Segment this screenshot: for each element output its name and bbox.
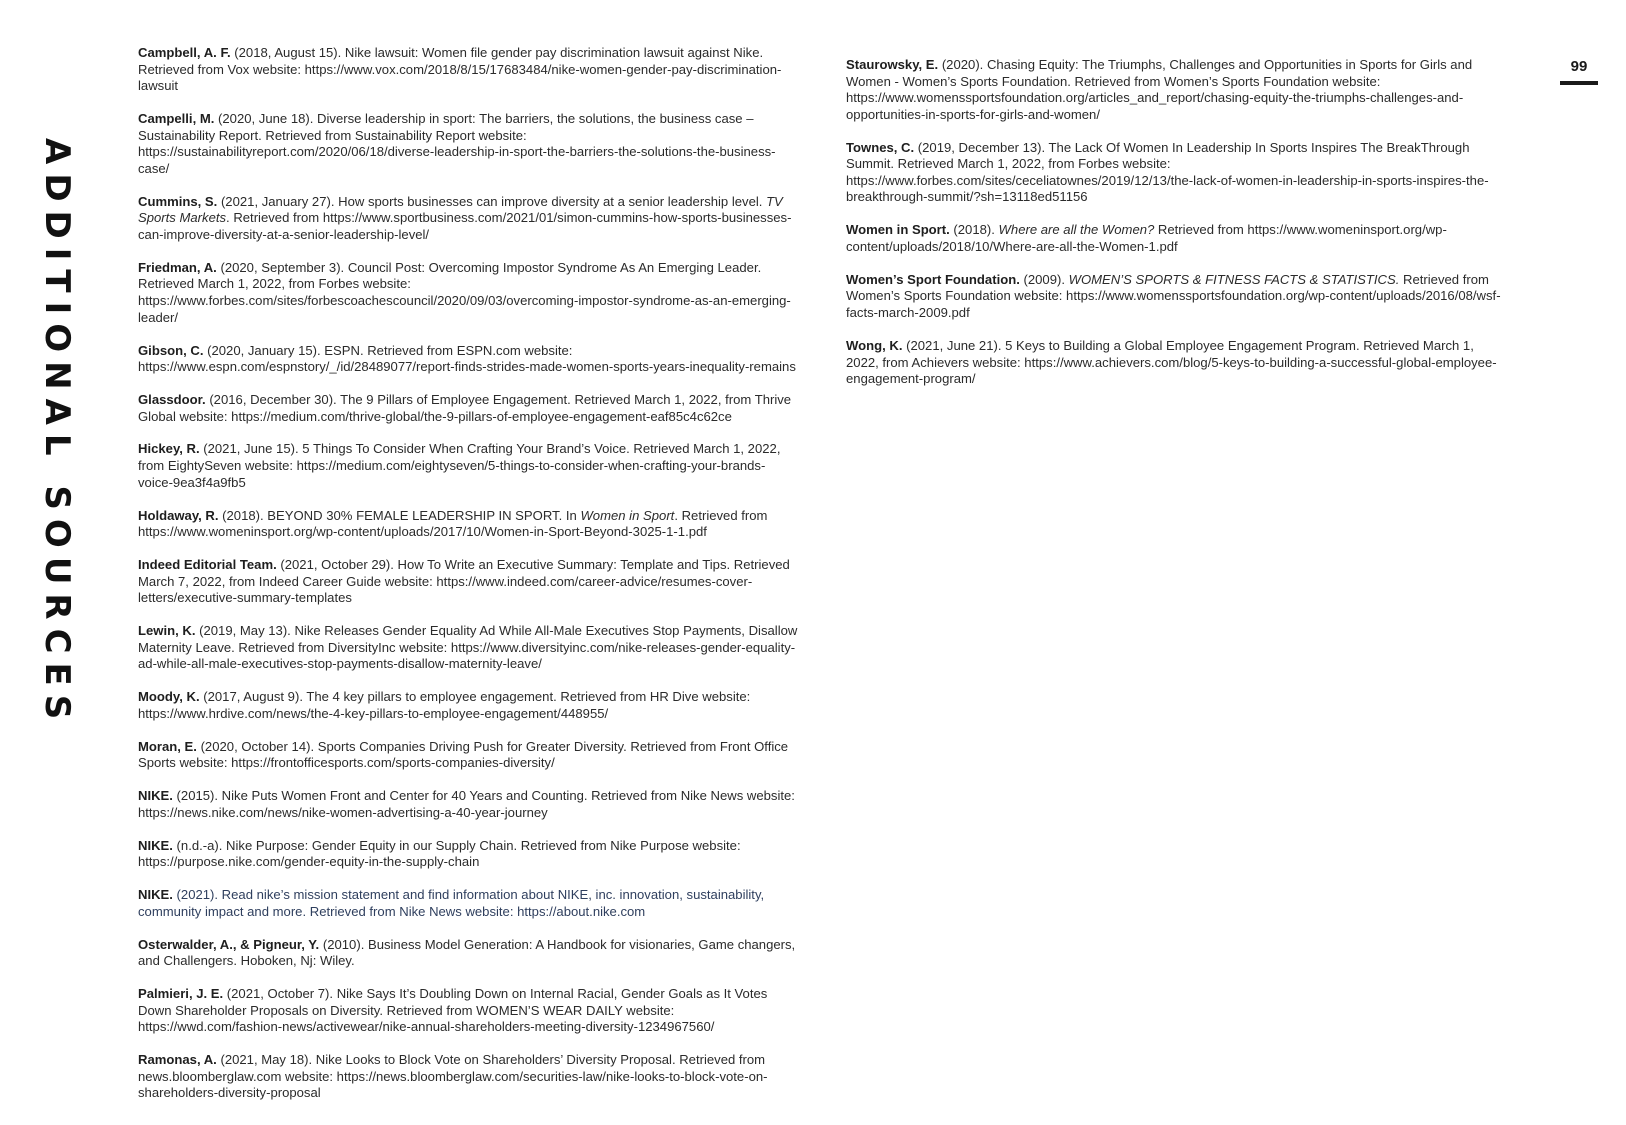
reference-entry	[138, 557, 800, 607]
reference-author: Friedman, A.	[138, 259, 217, 275]
reference-text: (2018, August 15). Nike lawsuit: Women file gender pay discrimination lawsuit against Nike. Retrieved from Vox website: https://www.vox.com/2018/8/15/17683484/nike-women-gender-pay-discrimination-lawsuit	[138, 45, 782, 94]
reference-entry	[846, 140, 1506, 206]
reference-entry	[138, 392, 800, 425]
reference-text: (2021, May 18). Nike Looks to Block Vote on Shareholders’ Diversity Proposal. Retrieved from news.bloomberglaw.com website: https://news.bloomberglaw.com/securities-law/nike-looks-to-block-vote-on-shareholders-diversity-proposal	[138, 1052, 768, 1101]
reference-author: Staurowsky, E.	[846, 57, 939, 72]
reference-author: NIKE.	[138, 837, 173, 853]
reference-text-tail: Retrieved from https://www.womeninsport.org/wp-content/uploads/2018/10/Where-are-all-the-Women-1.pdf	[846, 222, 1447, 254]
reference-text: (2021, June 15). 5 Things To Consider When Crafting Your Brand’s Voice. Retrieved March 1, 2022, from EightySeven website: https://medium.com/eightyseven/5-things-to-consider-when-crafting-your-brands-voice-9ea3f4a9fb5	[138, 441, 781, 490]
reference-text: (2016, December 30). The 9 Pillars of Employee Engagement. Retrieved March 1, 2022, from Thrive Global website: https://medium.com/thrive-global/the-9-pillars-of-employee-engagement-eaf85c4c62ce	[138, 391, 792, 424]
reference-entry	[138, 508, 800, 541]
reference-text: (2017, August 9). The 4 key pillars to employee engagement. Retrieved from HR Dive website: https://www.hrdive.com/news/the-4-key-pillars-to-employee-engagement/448955/	[138, 689, 751, 721]
reference-entry	[138, 887, 800, 920]
reference-italic-title: Women in Sport	[580, 507, 675, 523]
reference-entry	[138, 1052, 800, 1102]
reference-author: NIKE.	[138, 788, 173, 804]
reference-entry	[138, 689, 800, 722]
reference-italic-title: TV Sports Markets	[138, 193, 783, 226]
reference-author: Moran, E.	[138, 738, 197, 754]
reference-author: Hickey, R.	[138, 441, 200, 457]
reference-author: Wong, K.	[846, 337, 903, 353]
reference-text: (2019, May 13). Nike Releases Gender Equality Ad While All-Male Executives Stop Payments, Disallow Maternity Leave. Retrieved from DiversityInc website: https://www.diversityinc.com/nike-releases-gender-equality-ad-while-all-male-executives-stop-payments-disallow-maternity-leave/	[138, 623, 798, 672]
reference-entry	[138, 111, 800, 177]
page-number-rule	[1560, 81, 1598, 85]
reference-entry	[138, 788, 800, 821]
reference-text: (2021, October 29). How To Write an Executive Summary: Template and Tips. Retrieved March 7, 2022, from Indeed Career Guide website: https://www.indeed.com/career-advice/resumes-cover-letters/executive-summary-templates	[138, 557, 790, 606]
reference-text: (2021, January 27). How sports businesses can improve diversity at a senior leadership level.	[217, 193, 767, 209]
reference-text: (2020, October 14). Sports Companies Driving Push for Greater Diversity. Retrieved from Front Office Sports website: https://frontofficesports.com/sports-companies-diversity/	[138, 738, 789, 771]
reference-text: (2019, December 13). The Lack Of Women In Leadership In Sports Inspires The BreakThrough Summit. Retrieved March 1, 2022, from Forbes website: https://www.forbes.com/sites/ceceliatownes/2019/12/13/the-lack-of-women-in-leadership-in-sports-inspires-the-breakthrough-summit/?sh=13118ed51156	[846, 139, 1489, 205]
reference-author: Palmieri, J. E.	[138, 986, 224, 1002]
reference-author: Glassdoor.	[138, 391, 206, 407]
reference-italic-title: Where are all the Women?	[998, 222, 1155, 238]
reference-entry	[138, 441, 800, 491]
reference-text: (2010). Business Model Generation: A Handbook for visionaries, Game changers, and Challengers. Hoboken, Nj: Wiley.	[138, 936, 796, 969]
reference-text: (n.d.-a). Nike Purpose: Gender Equity in our Supply Chain. Retrieved from Nike Purpose website: https://purpose.nike.com/gender-equity-in-the-supply-chain	[138, 837, 741, 870]
reference-entry	[138, 986, 800, 1036]
reference-author: Lewin, K.	[138, 623, 196, 639]
reference-entry	[138, 739, 800, 772]
reference-text: (2020, January 15). ESPN. Retrieved from ESPN.com website: https://www.espn.com/espnstory/_/id/28489077/report-finds-strides-made-women-sports-years-inequality-remains	[138, 342, 796, 375]
references-left-column	[138, 45, 800, 1118]
reference-text: (2020, September 3). Council Post: Overcoming Impostor Syndrome As An Emerging Leader. Retrieved March 1, 2022, from Forbes website: https://www.forbes.com/sites/forbescoachescouncil/2020/09/03/overcoming-impostor-syndrome-as-an-emerging-leader/	[138, 259, 791, 325]
reference-author: Indeed Editorial Team.	[138, 557, 277, 573]
reference-author: Campelli, M.	[138, 111, 215, 127]
reference-author: Gibson, C.	[138, 342, 204, 358]
reference-entry	[846, 338, 1506, 388]
reference-author: Holdaway, R.	[138, 507, 219, 523]
reference-text: (2020). Chasing Equity: The Triumphs, Challenges and Opportunities in Sports for Girls and Women - Women’s Sports Foundation. Retrieved from Women’s Sports Foundation website: https://www.womenssportsfoundation.org/articles_and_report/chasing-equity-the-triumphs-challenges-and-opportunities-in-sports-for-girls-and-women/	[846, 57, 1473, 122]
reference-text: (2015). Nike Puts Women Front and Center for 40 Years and Counting. Retrieved from Nike News website: https://news.nike.com/news/nike-women-advertising-a-40-year-journey	[138, 788, 795, 820]
reference-text: (2018).	[949, 222, 999, 238]
references-right-column	[846, 57, 1506, 404]
reference-author: Women’s Sport Foundation.	[846, 271, 1020, 287]
reference-entry	[138, 260, 800, 326]
reference-text: (2018). BEYOND 30% FEMALE LEADERSHIP IN SPORT. In	[218, 507, 581, 523]
reference-text: (2009).	[1019, 271, 1069, 287]
reference-text-tail: . Retrieved from https://www.womeninsport.org/wp-content/uploads/2017/10/Women-in-Sport-Beyond-3025-1-1.pdf	[138, 507, 768, 540]
section-title: ADDITIONAL SOURCES	[37, 138, 77, 729]
reference-author: Moody, K.	[138, 689, 200, 705]
reference-author: Osterwalder, A., & Pigneur, Y.	[138, 936, 320, 952]
reference-author: Women in Sport.	[846, 222, 950, 238]
reference-entry	[138, 194, 800, 244]
reference-entry	[138, 343, 800, 376]
reference-entry	[138, 45, 800, 95]
reference-italic-title: WOMEN’S SPORTS & FITNESS FACTS & STATISTICS.	[1068, 271, 1400, 287]
reference-text: (2020, June 18). Diverse leadership in sport: The barriers, the solutions, the business case – Sustainability Report. Retrieved from Sustainability Report website: https://sustainabilityreport.com/2020/06/18/diverse-leadership-in-sport-the-barriers-the-solutions-the-business-case/	[138, 111, 776, 176]
page-number: 99	[1570, 58, 1588, 75]
reference-author: Townes, C.	[846, 139, 915, 155]
reference-author: NIKE.	[138, 887, 173, 903]
reference-text: (2021, June 21). 5 Keys to Building a Global Employee Engagement Program. Retrieved March 1, 2022, from Achievers website: https://www.achievers.com/blog/5-keys-to-building-a-successful-global-employee-engagement-program/	[846, 337, 1497, 387]
reference-text-tail: Retrieved from Women’s Sports Foundation website: https://www.womenssportsfoundation.org/wp-content/uploads/2016/08/wsf-facts-march-2009.pdf	[846, 271, 1501, 321]
reference-entry	[846, 222, 1506, 255]
reference-author: Cummins, S.	[138, 193, 218, 209]
reference-entry	[846, 272, 1506, 322]
reference-text-tail: . Retrieved from https://www.sportbusiness.com/2021/01/simon-cummins-how-sports-businesses-can-improve-diversity-at-a-senior-leadership-level/	[138, 210, 792, 242]
reference-text: (2021, October 7). Nike Says It’s Doubling Down on Internal Racial, Gender Goals as It Votes Down Shareholder Proposals on Diversity. Retrieved from WOMEN’S WEAR DAILY website: https://wwd.com/fashion-news/activewear/nike-annual-shareholders-meeting-diversity-1234967560/	[138, 986, 768, 1035]
reference-text: (2021). Read nike’s mission statement and find information about NIKE, inc. innovation, sustainability, community impact and more. Retrieved from Nike News website: https://about.nike.com	[138, 887, 765, 919]
reference-entry	[138, 623, 800, 673]
reference-author: Campbell, A. F.	[138, 45, 231, 60]
reference-entry	[138, 937, 800, 970]
reference-entry	[138, 838, 800, 871]
reference-entry	[846, 57, 1506, 123]
reference-author: Ramonas, A.	[138, 1052, 217, 1068]
